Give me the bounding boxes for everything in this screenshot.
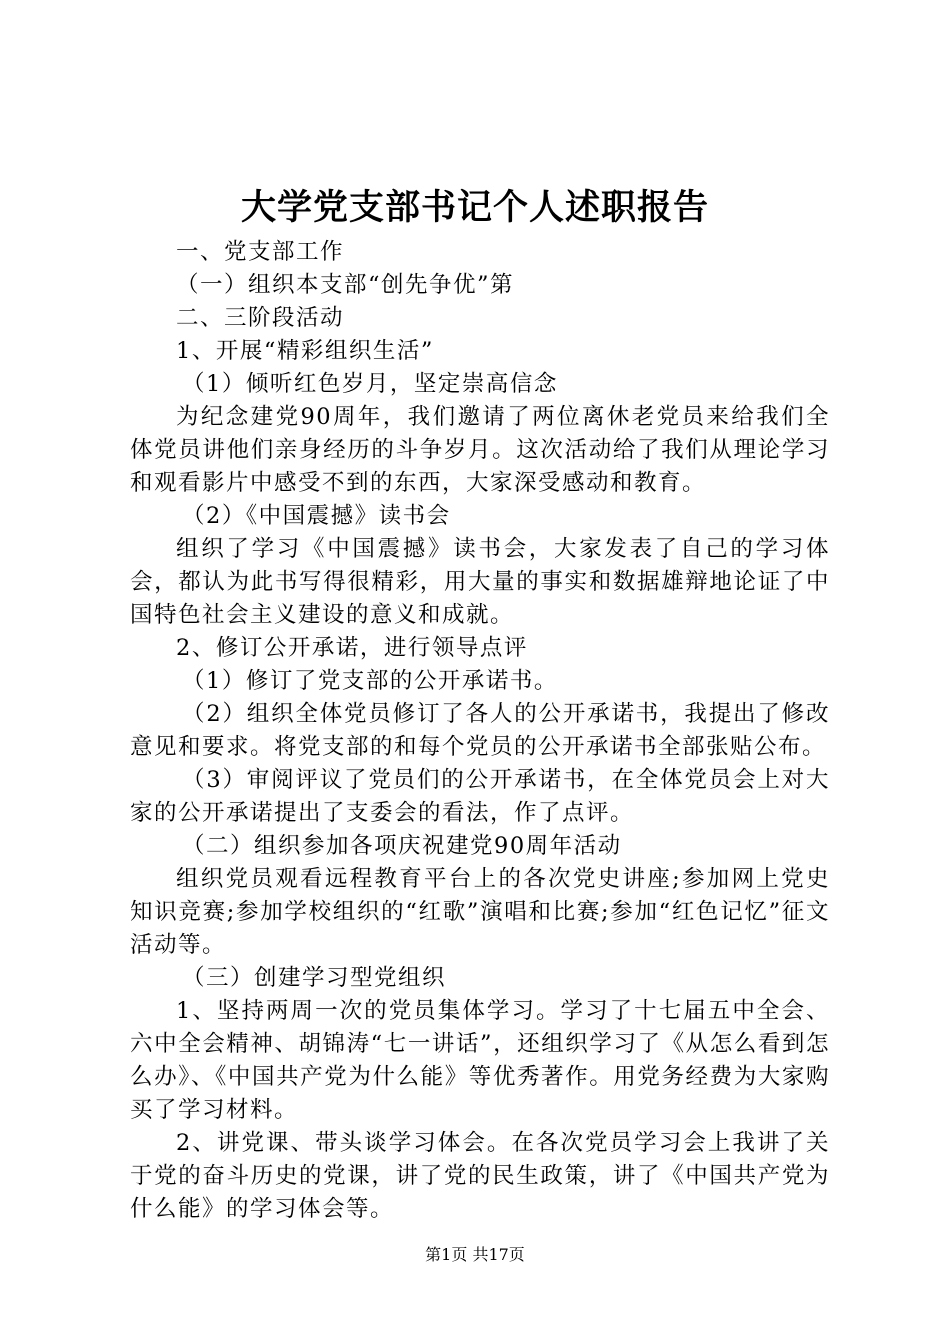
paragraph: 2、修订公开承诺，进行领导点评: [176, 635, 528, 661]
document-title: 大学党支部书记个人述职报告: [240, 187, 709, 228]
paragraph: （1）修订了党支部的公开承诺书。: [182, 668, 558, 694]
paragraph: （2）组织全体党员修订了各人的公开承诺书，我提出了修改意见和要求。将党支部的和每个党员的公开承诺书全部张贴公布。: [130, 701, 830, 760]
paragraph: 2、讲党课、带头谈学习体会。在各次党员学习会上我讲了关于党的奋斗历史的党课，讲了党的民生政策，讲了《中国共产党为什么能》的学习体会等。: [130, 1130, 830, 1222]
paragraph: （三）创建学习型党组织: [182, 965, 447, 991]
paragraph: （3）审阅评议了党员们的公开承诺书，在全体党员会上对大家的公开承诺提出了支委会的看法，作了点评。: [130, 767, 830, 826]
page-footer: 第1页 共17页: [425, 1245, 525, 1264]
paragraph: 1、开展“精彩组织生活”: [176, 338, 434, 364]
document-body: [130, 236, 830, 1226]
paragraph: （1）倾听红色岁月，坚定崇高信念: [182, 371, 558, 397]
paragraph: 为纪念建党90周年，我们邀请了两位离休老党员来给我们全体党员讲他们亲身经历的斗争岁月。这次活动给了我们从理论学习和观看影片中感受不到的东西，大家深受感动和教育。: [130, 404, 830, 496]
paragraph: 组织了学习《中国震撼》读书会，大家发表了自己的学习体会，都认为此书写得很精彩，用大量的事实和数据雄辩地论证了中国特色社会主义建设的意义和成就。: [130, 536, 830, 628]
paragraph: （一）组织本支部“创先争优”第: [176, 272, 515, 298]
paragraph: （二）组织参加各项庆祝建党90周年活动: [182, 833, 622, 859]
paragraph: 组织党员观看远程教育平台上的各次党史讲座;参加网上党史知识竞赛;参加学校组织的“红歌”演唱和比赛;参加“红色记忆”征文活动等。: [130, 866, 830, 958]
paragraph: 一、党支部工作: [176, 239, 345, 265]
paragraph: 1、坚持两周一次的党员集体学习。学习了十七届五中全会、六中全会精神、胡锦涛“七一讲话”，还组织学习了《从怎么看到怎么办》、《中国共产党为什么能》等优秀著作。用党务经费为大家购买了学习材料。: [130, 998, 830, 1123]
paragraph: 二、三阶段活动: [176, 305, 345, 331]
paragraph: （2）《中国震撼》读书会: [182, 503, 451, 529]
